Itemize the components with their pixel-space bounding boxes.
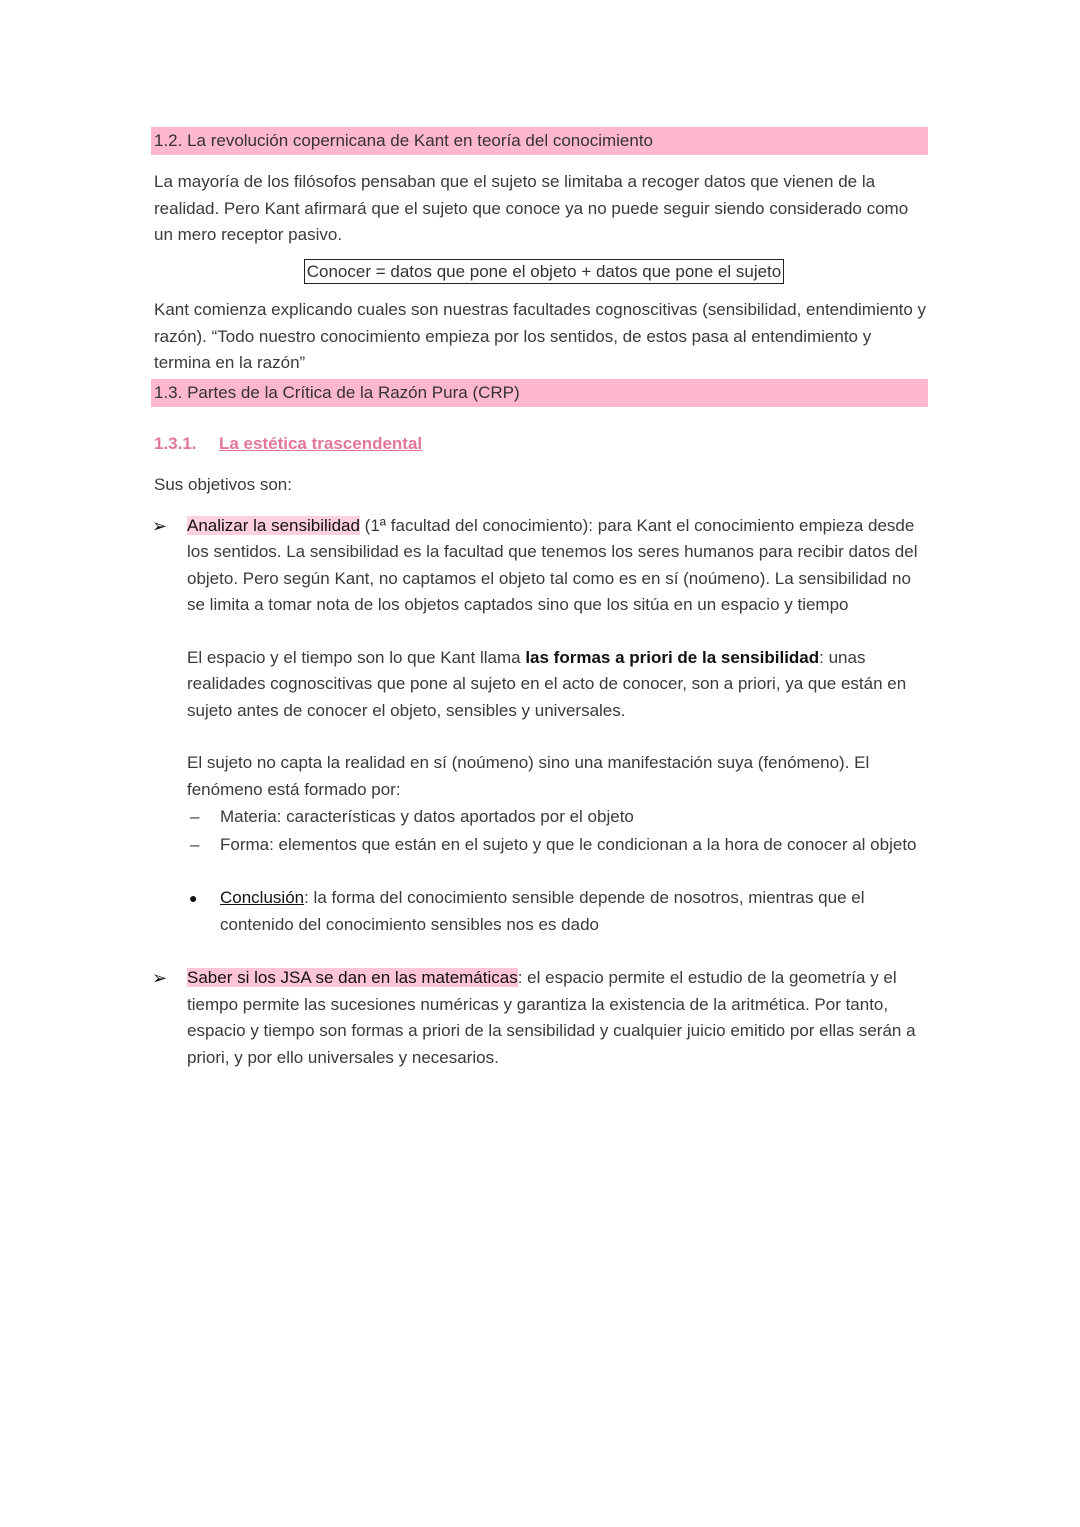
subsection-number: 1.3.1. [154,433,197,453]
conclusion-text: : la forma del conocimiento sensible depende de nosotros, mientras que el contenido del conocimiento sensibles nos es dado [220,888,865,934]
bold-a-priori-forms: las formas a priori de la sensibilidad [525,647,820,667]
arrow-bullet-icon: ➢ [152,515,168,536]
objective-mathematics-body: : el espacio permite el estudio de la geometría y el tiempo permite las sucesiones numéricas y garantiza la existencia de la aritmética. Por tanto, espacio y tiempo son formas a priori de la sensibilidad y cualquier juicio emitido por ellas serán a priori, y por ello universales y necesarios. [187,968,916,1067]
objective-item-mathematics [154,965,928,1071]
subsection-title: La estética trascendental [219,433,423,453]
dash-marker: – [190,834,200,854]
list-item-materia [187,804,928,831]
section-heading-1-3: 1.3. Partes de la Crítica de la Razón Pura (CRP) [151,379,928,407]
a-priori-text-end: : unas realidades cognoscitivas que pone al sujeto en el acto de conocer, son a priori, ya que están en sujeto antes de conocer el objeto, sensibles y universales. [187,647,907,720]
dash-marker: – [190,807,200,826]
highlight-mathematics: Saber si los JSA se dan en las matemáticas [187,968,518,987]
bullet-dot-icon: ● [189,890,198,906]
highlight-sensibility: Analizar la sensibilidad [187,515,360,535]
objective-sensibility-body: (1ª facultad del conocimiento): para Kant el conocimiento empieza desde los sentidos. La sensibilidad es la facultad que tenemos los seres humanos para recibir datos del objeto. Pero según Kant, no captamos el objeto tal como es en sí (noúmeno). La sensibilidad no se limita a tomar nota de los objetos captados sino que los sitúa en un espacio y tiempo [187,515,918,614]
objective-item-sensibility [154,513,928,939]
paragraph-faculties: Kant comienza explicando cuales son nuestras facultades cognoscitivas (sensibilidad, entendimiento y razón). “Todo nuestro conocimiento empieza por los sentidos, de estos pasa al entendimiento y termina en la razón” [154,300,927,372]
list-item-forma-text: Forma: elementos que están en el sujeto y que le condicionan a la hora de conocer al objeto [220,834,917,854]
conclusion-label: Conclusión [220,888,305,907]
paragraph-a-priori-forms [187,645,928,725]
subsection-heading-1-3-1 [154,431,928,458]
formula-box: Conocer = datos que pone el objeto + datos que pone el sujeto [304,259,784,284]
a-priori-text-start: El espacio y el tiempo son lo que Kant llama [187,647,526,667]
conclusion-bullet [187,885,928,938]
formula-box-wrapper [154,259,928,286]
paragraph-receptor: La mayoría de los filósofos pensaban que el sujeto se limitaba a recoger datos que vienen de la realidad. Pero Kant afirmará que el sujeto que conoce ya no puede seguir siendo considerado como un mero receptor pasivo. [154,172,909,244]
phenomenon-components-list [154,804,928,858]
list-item-forma [187,832,928,859]
objective-sensibility-text [187,513,928,619]
section-heading-1-2: 1.2. La revolución copernicana de Kant en teoría del conocimiento [151,127,928,155]
list-item-materia-text: Materia: características y datos aportados por el objeto [220,807,634,826]
document-page [154,127,928,1071]
objective-mathematics-text [187,965,928,1071]
objectives-intro: Sus objetivos son: [154,475,292,494]
paragraph-phenomenon: El sujeto no capta la realidad en sí (noúmeno) sino una manifestación suya (fenómeno). El fenómeno está formado por: [187,753,870,799]
arrow-bullet-icon: ➢ [152,968,168,988]
